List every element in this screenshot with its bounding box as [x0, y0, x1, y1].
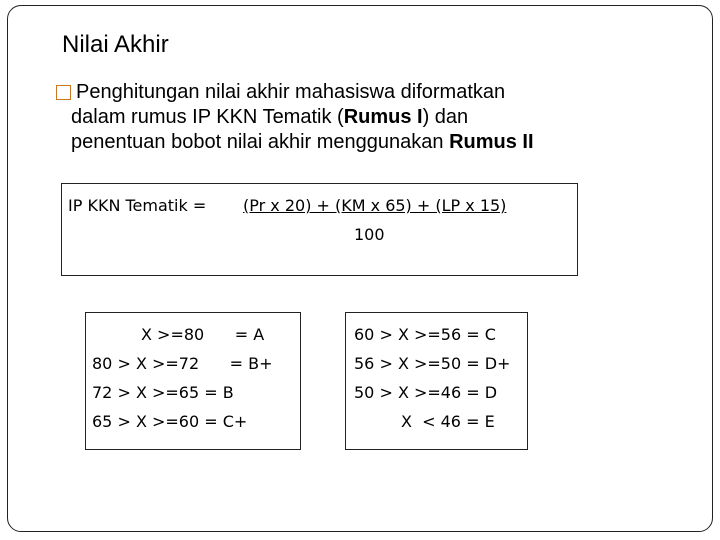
bullet-line-2-post: ) dan	[422, 106, 469, 128]
bullet-line-3	[71, 130, 676, 155]
grade-rule: X >=80 = A	[141, 325, 265, 344]
bullet-text	[71, 80, 676, 155]
grade-rule: 72 > X >=65 = B	[92, 383, 234, 402]
grade-rule: 65 > X >=60 = C+	[92, 412, 248, 431]
grade-rule: 50 > X >=46 = D	[354, 383, 498, 402]
rumus-1-label: Rumus I	[343, 106, 423, 128]
formula-denominator: 100	[354, 225, 385, 244]
grade-scale-right	[345, 312, 528, 450]
bullet-line-3-pre: penentuan bobot nilai akhir menggunakan	[71, 131, 450, 153]
grade-rule: 80 > X >=72 = B+	[92, 354, 273, 373]
formula-numerator: (Pr x 20) + (KM x 65) + (LP x 15)	[243, 196, 507, 215]
grade-scale-left	[85, 312, 301, 450]
formula-lhs: IP KKN Tematik =	[68, 196, 207, 215]
bullet-line-2-pre: dalam rumus IP KKN Tematik (	[71, 106, 344, 128]
bullet-line-1: Penghitungan nilai akhir mahasiswa diformatkan	[76, 81, 506, 103]
slide-title: Nilai Akhir	[62, 31, 169, 58]
grade-rule: 60 > X >=56 = C	[354, 325, 496, 344]
grade-rule: 56 > X >=50 = D+	[354, 354, 511, 373]
checkbox-bullet-icon	[56, 85, 71, 100]
bullet-line-2	[71, 105, 676, 130]
formula-box	[61, 183, 578, 276]
rumus-2-label: Rumus II	[449, 131, 534, 153]
bullet-paragraph	[56, 80, 676, 155]
grade-rule: X < 46 = E	[401, 412, 495, 431]
